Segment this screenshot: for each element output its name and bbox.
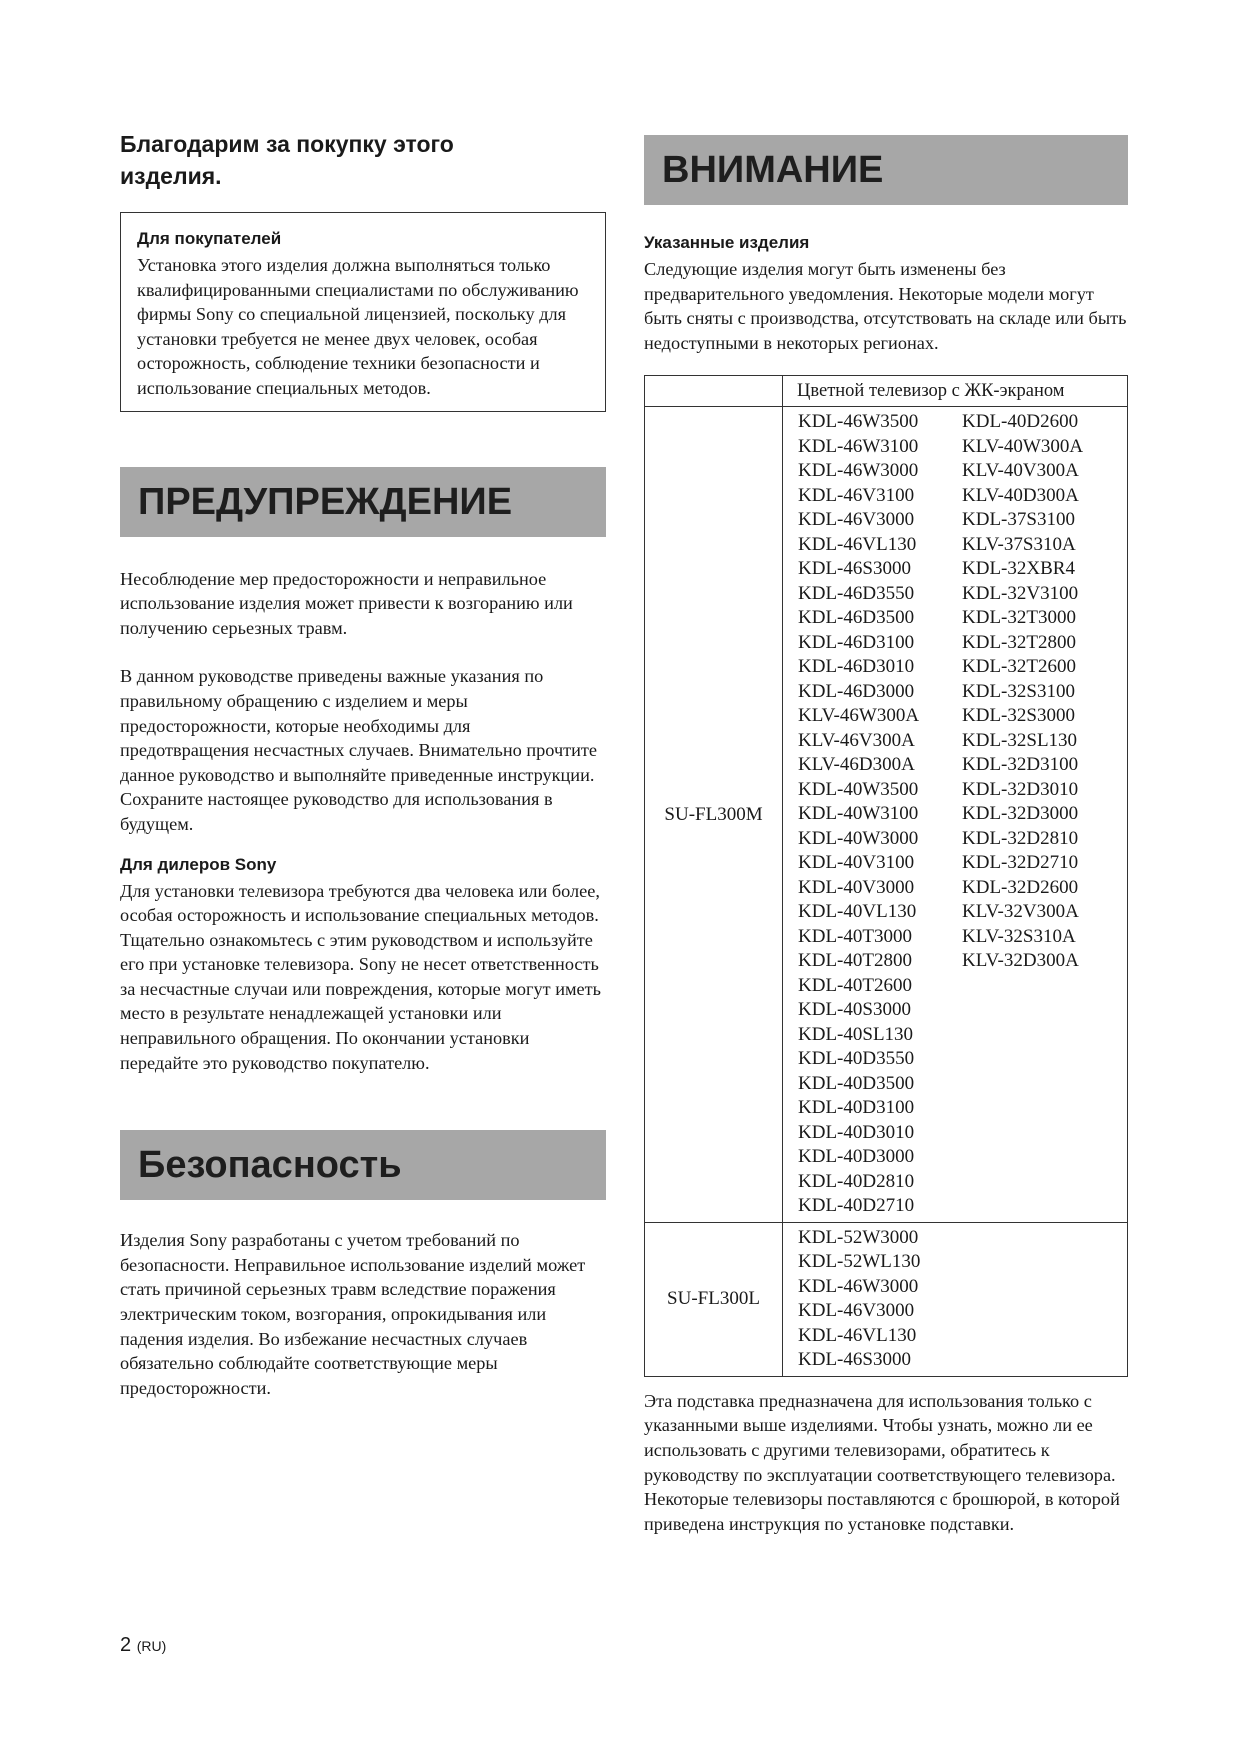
model-item: KLV-40D300A: [962, 484, 1079, 506]
model-item: KLV-37S310A: [962, 533, 1076, 555]
model-item: KDL-40W3000: [798, 827, 919, 849]
model-item: KDL-32D2600: [962, 876, 1079, 898]
model-item: KDL-40S3000: [798, 999, 911, 1021]
left-column: [120, 128, 606, 1400]
table-header-empty: [645, 376, 783, 407]
model-item: KDL-52W3000: [798, 1226, 919, 1248]
model-item: KDL-46D3000: [798, 680, 915, 702]
model-item: KDL-46W3000: [798, 1275, 919, 1297]
model-item: KDL-40D2710: [798, 1195, 915, 1217]
model-item: KDL-32T2800: [962, 631, 1076, 653]
model-item: KDL-32SL130: [962, 729, 1078, 751]
customers-heading: Для покупателей: [137, 229, 282, 248]
model-item: KDL-40V3000: [798, 876, 915, 898]
model-item: KLV-46V300A: [798, 729, 915, 751]
model-item: KDL-46S3000: [798, 1349, 911, 1371]
model-item: KDL-46D3500: [798, 607, 915, 629]
dealers-heading: Для дилеров Sony: [120, 854, 277, 874]
model-column: [798, 410, 962, 1219]
safety-text: Изделия Sony разработаны с учетом требований по безопасности. Неправильное использование изделий может стать причиной серьезных травм вследствие поражения электрическим током, возгорания, опрокидывания или падения изделия. Во избежание несчастных случаев обязательно соблюдайте соответствующие меры предосторожности.: [120, 1230, 586, 1398]
model-item: KDL-46VL130: [798, 1324, 917, 1346]
table-header-row: [645, 376, 1128, 407]
model-item: KDL-40SL130: [798, 1023, 914, 1045]
model-column: [798, 1226, 962, 1373]
model-item: KDL-46V3000: [798, 1300, 915, 1322]
model-item: KDL-32S3000: [962, 705, 1075, 727]
model-item: KDL-46V3000: [798, 509, 915, 531]
model-item: KDL-46VL130: [798, 533, 917, 555]
model-item: KDL-32T2600: [962, 656, 1076, 678]
model-item: KDL-40W3500: [798, 778, 919, 800]
model-item: KDL-32D2710: [962, 852, 1079, 874]
model-item: KDL-46W3000: [798, 460, 919, 482]
caution-banner: ВНИМАНИЕ: [644, 135, 1128, 205]
model-item: KDL-32S3100: [962, 680, 1075, 702]
model-item: KLV-32S310A: [962, 925, 1076, 947]
model-item: KDL-52WL130: [798, 1251, 921, 1273]
model-item: KDL-32D3100: [962, 754, 1079, 776]
model-item: KDL-46W3100: [798, 435, 919, 457]
model-item: KLV-46W300A: [798, 705, 920, 727]
model-item: KDL-32V3100: [962, 582, 1079, 604]
model-item: KDL-40D2810: [798, 1170, 915, 1192]
model-item: KDL-40W3100: [798, 803, 919, 825]
model-item: KDL-32D3000: [962, 803, 1079, 825]
model-item: KLV-40W300A: [962, 435, 1084, 457]
note-text: Эта подставка предназначена для использования только с указанными выше изделиями. Чтобы узнать, можно ли ее использовать с другими телевизорами, обратитесь к руководству по эксплуатации соответствующего телевизора. Некоторые телевизоры поставляются с брошюрой, в которой приведена инструкция по установке подставки.: [644, 1390, 1120, 1534]
model-item: KDL-40D3000: [798, 1146, 915, 1168]
model-item: KLV-40V300A: [962, 460, 1079, 482]
model-item: KDL-40D3500: [798, 1072, 915, 1094]
model-item: KDL-40D3550: [798, 1048, 915, 1070]
mount-name: SU-FL300L: [645, 1222, 783, 1376]
customers-box: [120, 212, 606, 412]
safety-banner: Безопасность: [120, 1130, 606, 1200]
model-item: KDL-46V3100: [798, 484, 915, 506]
model-column: [962, 1226, 1126, 1373]
model-item: KDL-32XBR4: [962, 558, 1075, 580]
model-item: KDL-40T2600: [798, 974, 912, 996]
right-column: [644, 135, 1128, 1536]
mount-name: SU-FL300M: [645, 407, 783, 1223]
model-item: KDL-40T2800: [798, 950, 912, 972]
model-item: KDL-40V3100: [798, 852, 915, 874]
page-footer: [120, 1634, 166, 1657]
model-item: KDL-46W3500: [798, 411, 919, 433]
model-list: [783, 1222, 1128, 1376]
model-item: KDL-40D2600: [962, 411, 1079, 433]
model-item: KDL-46D3100: [798, 631, 915, 653]
warning-paragraph-1: Несоблюдение мер предосторожности и неправильное использование изделия может привести к возгоранию или получению серьезных травм.: [120, 568, 573, 638]
model-item: KDL-46S3000: [798, 558, 911, 580]
customers-text: Установка этого изделия должна выполняться только квалифицированными специалистами по обслуживанию фирмы Sony со специальной лицензией, поскольку для установки требуется не менее двух человек, особая осторожность, соблюдение техники безопасности и использование специальных методов.: [137, 255, 579, 398]
table-header: Цветной телевизор с ЖК-экраном: [783, 376, 1128, 407]
models-table: [644, 375, 1128, 1377]
model-item: KDL-40D3010: [798, 1121, 915, 1143]
model-item: KDL-37S3100: [962, 509, 1075, 531]
model-item: KDL-40T3000: [798, 925, 912, 947]
model-item: KDL-32D3010: [962, 778, 1079, 800]
table-row: [645, 407, 1128, 1223]
specified-heading: Указанные изделия: [644, 233, 810, 252]
language-code: (RU): [136, 1638, 167, 1654]
model-item: KDL-40VL130: [798, 901, 917, 923]
model-item: KDL-32T3000: [962, 607, 1076, 629]
model-item: KLV-32D300A: [962, 950, 1079, 972]
model-item: KDL-40D3100: [798, 1097, 915, 1119]
model-item: KLV-32V300A: [962, 901, 1079, 923]
table-row: [645, 1222, 1128, 1376]
model-item: KDL-46D3010: [798, 656, 915, 678]
model-list: [783, 407, 1128, 1223]
model-item: KDL-32D2810: [962, 827, 1079, 849]
dealers-text: Для установки телевизора требуются два человека или более, особая осторожность и использование специальных методов. Тщательно ознакомьтесь с этим руководством и используйте его при установке телевизора. Sony не несет ответственность за несчастные случаи или повреждения, которые могут иметь место в результате ненадлежащей установки или неправильного обращения. По окончании установки передайте это руководство покупателю.: [120, 880, 601, 1073]
warning-paragraph-2: В данном руководстве приведены важные указания по правильному обращению с изделием и меры предосторожности, которые необходимы для предотвращения несчастных случаев. Внимательно прочтите данное руководство и выполняйте приведенные инструкции. Сохраните настоящее руководство для использования в будущем.: [120, 666, 598, 834]
thanks-title: Благодарим за покупку этого изделия.: [120, 131, 454, 189]
specified-text: Следующие изделия могут быть изменены без предварительного уведомления. Некоторые модели могут быть сняты с производства, отсутствовать на складе или быть недоступными в некоторых регионах.: [644, 259, 1127, 353]
model-item: KLV-46D300A: [798, 754, 915, 776]
warning-banner: ПРЕДУПРЕЖДЕНИЕ: [120, 467, 606, 537]
page-number: 2: [120, 1634, 132, 1656]
model-item: KDL-46D3550: [798, 582, 915, 604]
model-column: [962, 410, 1126, 1219]
